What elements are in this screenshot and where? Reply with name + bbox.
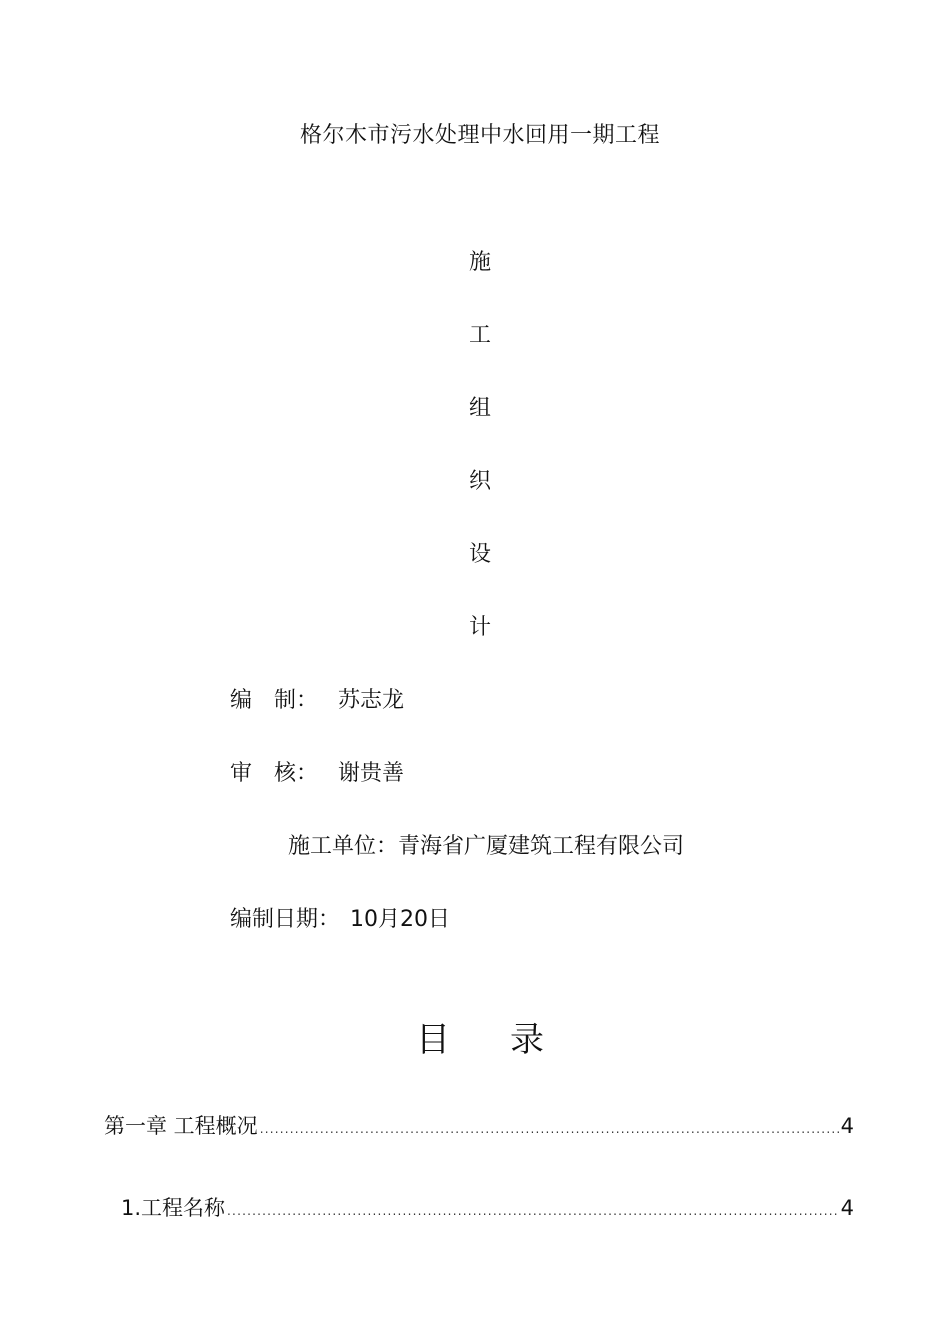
reviewed-by-row bbox=[230, 756, 404, 787]
toc-page-number: 4 bbox=[840, 1196, 854, 1220]
toc-entry-1-project-name[interactable] bbox=[0, 1192, 854, 1222]
toc-entry-text: 第一章 工程概况 bbox=[104, 1114, 258, 1138]
compiled-by-value: 苏志龙 bbox=[338, 688, 405, 713]
doc-type-char: 施 bbox=[468, 250, 491, 275]
compile-date-row bbox=[230, 902, 450, 933]
construction-unit-row bbox=[288, 829, 684, 860]
project-title: 格尔木市污水处理中水回用一期工程 bbox=[299, 123, 660, 148]
reviewed-by-label: 审 核： bbox=[230, 761, 319, 786]
toc-title bbox=[0, 1012, 950, 1061]
doc-type-char: 计 bbox=[468, 615, 491, 640]
reviewed-by-value: 谢贵善 bbox=[338, 761, 405, 786]
toc-title-left: 目 bbox=[416, 1020, 450, 1060]
toc-page-number: 4 bbox=[840, 1114, 854, 1138]
compile-date-value: 10月20日 bbox=[350, 907, 450, 932]
compile-date-label: 编制日期： bbox=[230, 907, 341, 932]
doc-type-char: 设 bbox=[468, 542, 491, 567]
construction-unit-label: 施工单位： bbox=[288, 834, 399, 859]
compiled-by-row bbox=[230, 683, 404, 714]
doc-type-char: 工 bbox=[468, 323, 491, 348]
toc-leader-dots bbox=[227, 1204, 839, 1218]
doc-type-char: 织 bbox=[468, 469, 491, 494]
toc-title-right: 录 bbox=[510, 1020, 544, 1060]
toc-leader-dots bbox=[260, 1122, 839, 1136]
toc-entry-chapter-1[interactable] bbox=[0, 1110, 854, 1140]
construction-unit-value: 青海省广厦建筑工程有限公司 bbox=[398, 834, 685, 859]
compiled-by-label: 编 制： bbox=[230, 688, 319, 713]
toc-entry-text: 1.工程名称 bbox=[121, 1196, 226, 1220]
doc-type-char: 组 bbox=[468, 396, 491, 421]
